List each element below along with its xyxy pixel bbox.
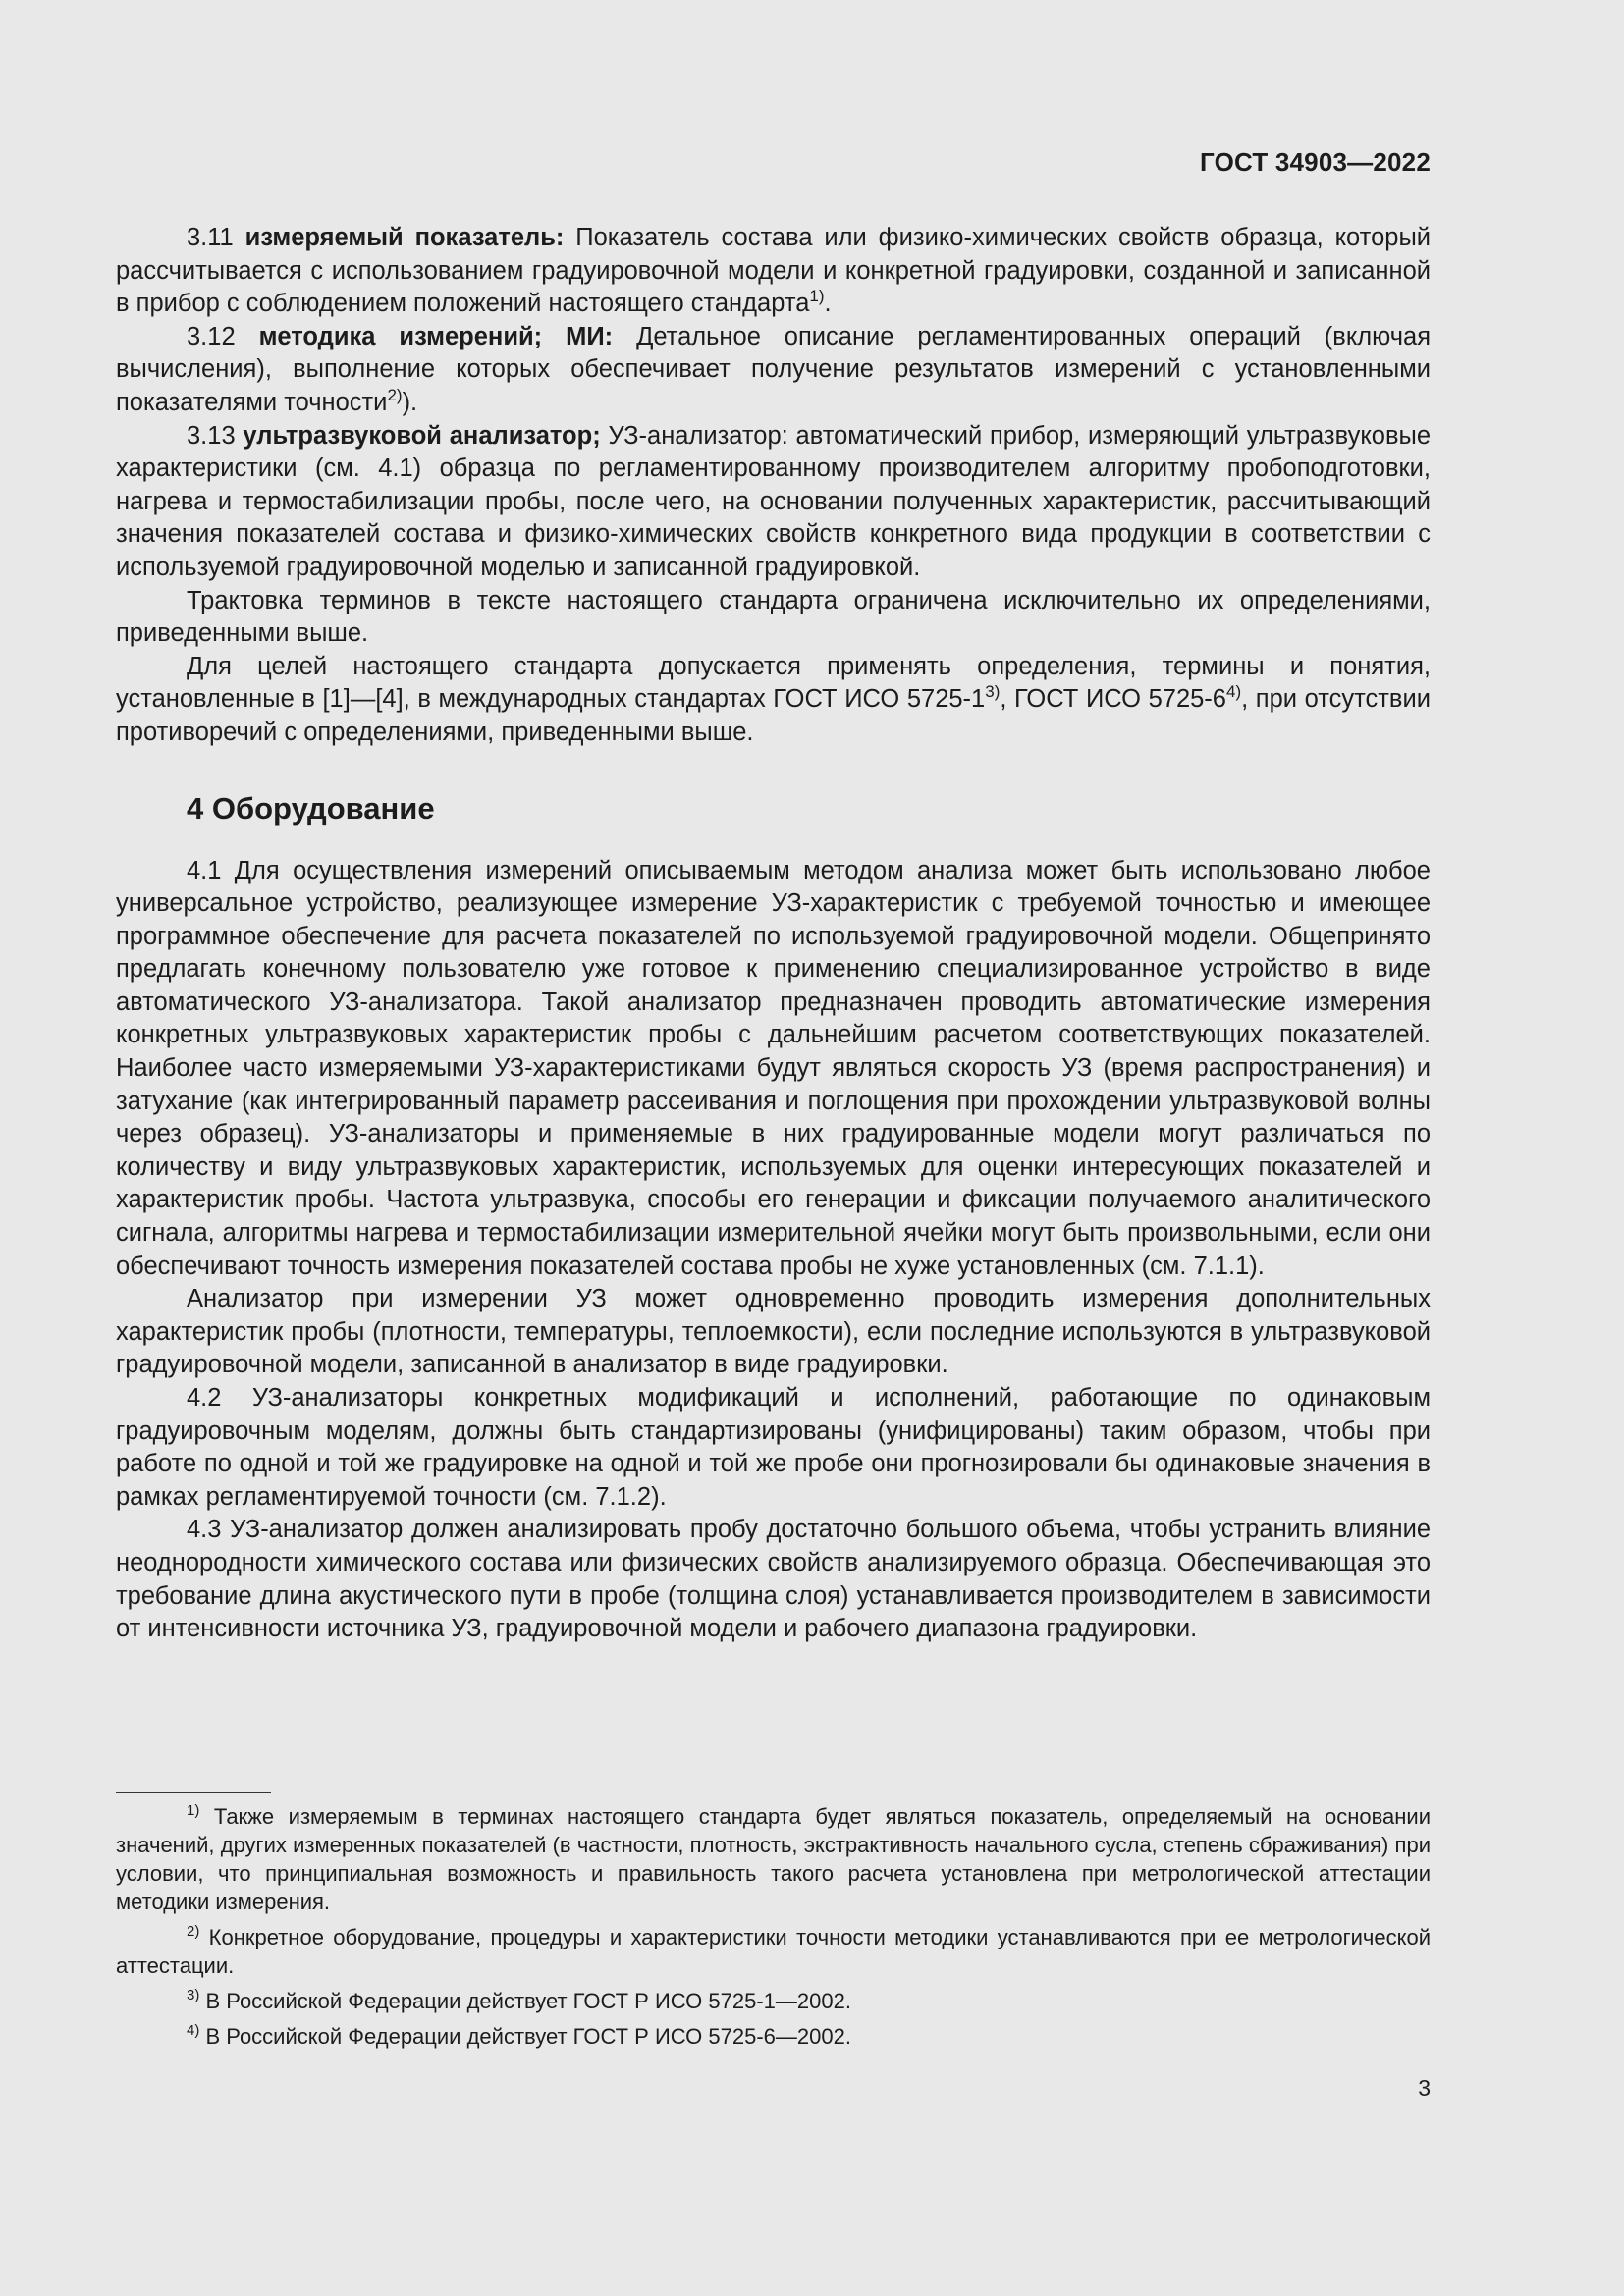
- footnote-mark: 3): [187, 1987, 200, 2003]
- footnote-text: В Российской Федерации действует ГОСТ Р ИСО 5725-6—2002.: [199, 2024, 851, 2049]
- section-heading-4: 4 Оборудование: [187, 790, 435, 826]
- text-part: , ГОСТ ИСО 5725-6: [1000, 685, 1226, 714]
- paragraph-interpretation: Трактовка терминов в тексте настоящего стандарта ограничена исключительно их определениями, приведенными выше.: [116, 586, 1431, 648]
- footnote-mark: 4): [187, 2022, 200, 2039]
- clause-number: 3.13: [187, 421, 244, 450]
- defined-term: ультразвуковой анализатор;: [243, 421, 601, 450]
- definition-text: Детальное описание регламентированных операций (включая вычисления), выполнение которых обеспечивает получение результатов измерений с установленными показателями точности: [116, 322, 1432, 416]
- footnote-ref-1[interactable]: 1): [809, 287, 825, 305]
- sentence-end: ).: [402, 388, 418, 416]
- document-page: [116, 0, 1431, 2296]
- footnote-ref-4[interactable]: 4): [1225, 682, 1242, 702]
- paragraph-4-2: 4.2 УЗ-анализаторы конкретных модификаций и исполнений, работающие по одинаковым градуировочным моделям, должны быть стандартизированы (унифицированы) таким образом, чтобы при работе по одной и той же градуировке на одной и той же пробе они прогнозировали бы одинаковые значения в рамках регламентируемой точности (см. 7.1.2).: [116, 1384, 1431, 1511]
- footnote-4: [116, 2022, 1431, 2051]
- defined-term: методика измерений; МИ:: [258, 322, 614, 350]
- footnote-2: [116, 1923, 1431, 1980]
- footnote-ref-3[interactable]: 3): [985, 682, 1001, 702]
- paragraph-4-1: 4.1 Для осуществления измерений описываемым методом анализа может быть использовано любое универсальное устройство, реализующее измерение УЗ-характеристик с требуемой точностью и имеющее программное обеспечение для расчета показателей по используемой градуировочной модели. Общепринято предлагать конечному пользователю уже готовое к применению специализированное устройство в виде автоматического УЗ-анализатора. Такой анализатор предназначен проводить автоматические измерения конкретных ультразвуковых характеристик пробы с дальнейшим расчетом соответствующих показателей. Наиболее часто измеряемыми УЗ-характеристиками будут являться скорость УЗ (время распространения) и затухание (как интегрированный параметр рассеивания и поглощения при прохождении ультразвуковой волны через образец). УЗ-анализаторы и применяемые в них градуированные модели могут различаться по количеству и виду ультразвуковых характеристик, используемых для оценки интересующих показателей и характеристик пробы. Частота ультразвука, способы его генерации и фиксации получаемого аналитического сигнала, алгоритмы нагрева и термостабилизации измерительной ячейки могут быть произвольными, если они обеспечивают точность измерения показателей состава пробы не хуже установленных (см. 7.1.1).: [116, 856, 1431, 1280]
- footnote-ref-2[interactable]: 2): [387, 385, 403, 404]
- footnote-text: В Российской Федерации действует ГОСТ Р ИСО 5725-1—2002.: [199, 1989, 851, 2013]
- text-part: , при отсутствии противоречий с определениями, приведенными выше.: [116, 685, 1431, 746]
- document-code-header: ГОСТ 34903—2022: [1200, 147, 1431, 177]
- clause-number: 3.11: [187, 224, 245, 251]
- main-content: [116, 222, 1431, 1646]
- footnote-1: [116, 1802, 1431, 1916]
- paragraph-4-1-analyzer: Анализатор при измерении УЗ может одновременно проводить измерения дополнительных характеристик пробы (плотности, температуры, теплоемкости), если последние используются в ультразвуковой градуировочной модели, записанной в анализатор в виде градуировки.: [116, 1285, 1431, 1379]
- paragraph-4-3: 4.3 УЗ-анализатор должен анализировать пробу достаточно большого объема, чтобы устранить влияние неоднородности химического состава или физических свойств анализируемого образца. Обеспечивающая это требование длина акустического пути в пробе (толщина слоя) устанавливается производителем в зависимости от интенсивности источника УЗ, градуировочной модели и рабочего диапазона градуировки.: [116, 1516, 1431, 1643]
- definition-text: УЗ-анализатор: автоматический прибор, измеряющий ультразвуковые характеристики (см. 4.1) образца по регламентированному производителем алгоритму пробоподготовки, нагрева и термостабилизации пробы, после чего, на основании полученных характеристик, рассчитывающий значения показателей состава и физико-химических свойств конкретного вида продукции в соответствии с используемой градуировочной моделью и записанной градуировкой.: [116, 421, 1432, 581]
- footnote-text: Также измеряемым в терминах настоящего стандарта будет являться показатель, определяемый на основании значений, других измеренных показателей (в частности, плотность, экстрактивность начального сусла, степень сбраживания) при условии, что принципиальная возможность и правильность такого расчета установлена при метрологической аттестации методики измерения.: [116, 1804, 1431, 1914]
- paragraph-3-13: [116, 420, 1431, 585]
- paragraph-definitions: [116, 651, 1431, 750]
- footnote-text: Конкретное оборудование, процедуры и характеристики точности методики устанавливаются при ее метрологической аттестации.: [116, 1925, 1431, 1978]
- clause-number: 3.12: [187, 322, 259, 350]
- defined-term: измеряемый показатель:: [244, 224, 565, 251]
- text-part: Для целей настоящего стандарта допускается применять определения, термины и понятия, установленные в [1]—[4], в международных стандартах ГОСТ ИСО 5725-1: [116, 652, 1431, 714]
- footnote-separator: [116, 1792, 271, 1793]
- page-number: 3: [1418, 2075, 1431, 2101]
- paragraph-3-11: [116, 222, 1431, 321]
- definition-text: Показатель состава или физико-химических свойств образца, который рассчитывается с использованием градуировочной модели и конкретной градуировки, созданной и записанной в прибор с соблюдением положений настоящего стандарта: [116, 224, 1432, 318]
- footnote-3: [116, 1987, 1431, 2015]
- footnotes: [116, 1802, 1431, 2057]
- paragraph-3-12: [116, 321, 1431, 420]
- sentence-end: .: [824, 290, 832, 318]
- footnote-mark: 1): [187, 1802, 200, 1819]
- footnote-mark: 2): [187, 1923, 200, 1940]
